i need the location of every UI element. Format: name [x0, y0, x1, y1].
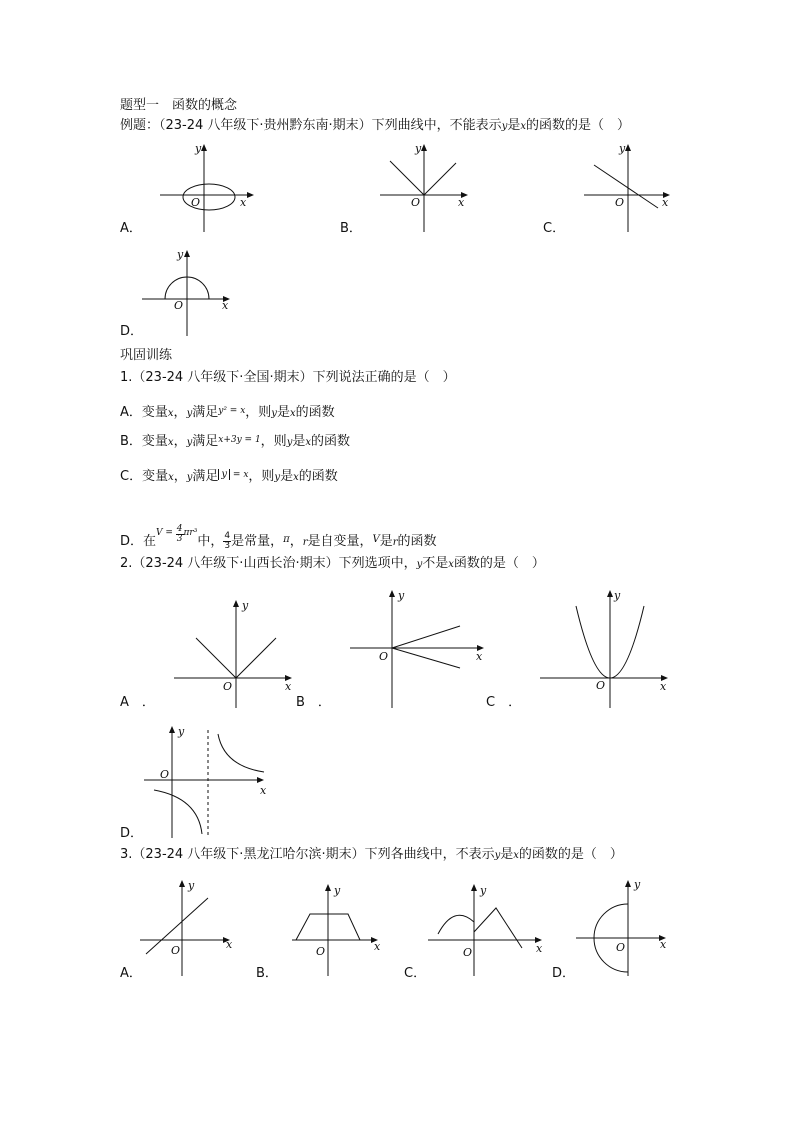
q1-b-var-y2: y: [286, 437, 293, 448]
q3-graph-c: [426, 876, 550, 978]
q2-stem-mid: 不是: [422, 556, 449, 571]
axis-label-x: x: [222, 299, 229, 312]
q1-d-pi: π: [283, 534, 290, 545]
q2-option-a: A ．: [120, 695, 155, 710]
practice-heading: 巩固训练: [120, 348, 173, 363]
q1-b-sep: ，: [173, 434, 187, 449]
example-stem-prefix: 例题：（23-24 八年级下·贵州黔东南·期末）下列曲线中，不能表示: [120, 118, 502, 133]
q2-var-x: x: [448, 559, 454, 570]
example-option-b: B．: [340, 221, 362, 236]
q3-stem-mid: 是: [500, 847, 514, 862]
example-graph-b: [378, 142, 470, 234]
axis-label-origin: O: [379, 650, 389, 663]
axis-label-y: y: [242, 599, 249, 612]
q1-d-after-frac: 是常量，: [231, 534, 284, 549]
q1-b-var-x: x: [167, 437, 174, 448]
example-option-c: C．: [543, 221, 566, 236]
axis-label-origin: O: [596, 679, 606, 692]
axis-label-y: y: [188, 879, 195, 892]
example-graph-c: [582, 142, 678, 234]
q1-a-var-x: x: [167, 408, 174, 419]
axis-label-y: y: [334, 884, 341, 897]
axis-label-x: x: [476, 650, 483, 663]
q1-a-mid: 满足: [192, 405, 219, 420]
q1-d-formula-tail: πr³: [183, 528, 198, 538]
q1-b-var-x2: x: [305, 437, 311, 448]
q3-stem: [120, 847, 623, 864]
axis-label-y: y: [634, 878, 641, 891]
axis-label-y: y: [619, 142, 626, 155]
example-stem-suffix: 的函数的是（ ）: [526, 118, 631, 133]
q1-c-var-x: x: [168, 472, 174, 483]
q2-stem-pre: 2.（23-24 八年级下·山西长治·期末）下列选项中，: [120, 556, 417, 571]
q3-option-a: A．: [120, 966, 142, 981]
q1-a-post1: ，则: [245, 405, 272, 420]
q1-d-pre: D．在: [120, 534, 157, 549]
axis-label-origin: O: [411, 196, 421, 209]
q1-d-var-V: V: [372, 534, 380, 545]
q1-d-formula-lhs: V =: [156, 528, 176, 538]
q1-c-equation-tail: = x: [230, 470, 249, 480]
example-option-a: A．: [120, 221, 142, 236]
q1-d-formula-den: 3: [176, 534, 183, 544]
q1-c-mid: 满足: [192, 469, 219, 484]
axis-label-y: y: [398, 589, 405, 602]
q1-d-formula-num: 4: [176, 524, 183, 534]
axis-label-origin: O: [160, 768, 170, 781]
axis-label-x: x: [660, 938, 667, 951]
axis-label-y: y: [178, 725, 185, 738]
axis-label-origin: O: [615, 196, 625, 209]
q2-stem: [120, 556, 545, 573]
q1-b-post1: ，则: [260, 434, 287, 449]
q2-graph-c: [538, 586, 678, 710]
q1-d-var-r: r: [302, 537, 308, 548]
q1-d-formula-frac: [176, 525, 184, 544]
q2-stem-post: 函数的是（ ）: [453, 556, 545, 571]
q1-a-var-y: y: [186, 408, 193, 419]
q1-d-end: 的函数: [397, 534, 437, 549]
axis-label-y: y: [177, 248, 184, 261]
example-stem-mid: 是: [507, 118, 521, 133]
q3-var-y: y: [494, 850, 501, 861]
q3-option-c: C．: [404, 966, 427, 981]
q1-c-var-y: y: [186, 472, 193, 483]
q1-option-b: [120, 432, 350, 451]
q1-option-c: [120, 467, 338, 486]
axis-label-origin: O: [223, 680, 233, 693]
axis-label-y: y: [195, 142, 202, 155]
q1-c-post1: ，则: [248, 469, 275, 484]
q1-d-after-r: 是自变量，: [307, 534, 373, 549]
axis-label-origin: O: [616, 941, 626, 954]
q1-option-a: [120, 403, 335, 422]
q3-graph-a: [138, 876, 244, 978]
q2-graph-b: [348, 586, 498, 710]
q1-a-var-y2: y: [271, 408, 277, 419]
q2-option-d: D．: [120, 826, 144, 841]
q1-a-post2: 是: [276, 405, 290, 420]
q1-c-var-x2: x: [293, 472, 299, 483]
example-stem: [120, 118, 630, 135]
q1-b-post2: 是: [292, 434, 306, 449]
q1-c-var-y2: y: [274, 472, 281, 483]
q1-c-pre: C．变量: [120, 469, 169, 484]
q3-option-d: D．: [552, 966, 576, 981]
q1-b-equation: x+3y = 1: [218, 435, 261, 445]
example-var-x: x: [520, 121, 526, 132]
axis-label-x: x: [285, 680, 292, 693]
example-option-d: D．: [120, 324, 144, 339]
q1-d-const-num: 4: [224, 531, 231, 541]
q2-option-c: C ．: [486, 695, 522, 710]
axis-label-origin: O: [171, 944, 181, 957]
q1-b-pre: B．变量: [120, 434, 168, 449]
q1-stem: 1.（23-24 八年级下·全国·期末）下列说法正确的是（ ）: [120, 370, 456, 385]
example-var-y: y: [501, 121, 508, 132]
q1-a-var-x2: x: [289, 408, 296, 419]
axis-label-origin: O: [463, 946, 473, 959]
q2-option-b: B ．: [296, 695, 331, 710]
q1-c-abs-y: y: [218, 469, 230, 480]
q1-c-post2: 是: [280, 469, 294, 484]
q3-stem-post: 的函数的是（ ）: [518, 847, 623, 862]
axis-label-x: x: [458, 196, 465, 209]
q1-c-sep: ，: [173, 469, 187, 484]
q1-option-d: [120, 522, 437, 554]
axis-label-x: x: [660, 680, 667, 693]
q1-a-equation: y² = x: [218, 406, 246, 416]
q1-a-sep: ，: [173, 405, 187, 420]
axis-label-x: x: [536, 942, 543, 955]
axis-label-y: y: [415, 142, 422, 155]
axis-label-origin: O: [174, 299, 184, 312]
axis-label-y: y: [614, 589, 621, 602]
q2-graph-a: [172, 596, 302, 710]
q1-d-after-V: 是: [379, 534, 393, 549]
q3-option-b: B．: [256, 966, 278, 981]
q1-b-post3: 的函数: [311, 434, 351, 449]
axis-label-origin: O: [316, 945, 326, 958]
q2-graph-d: [140, 722, 276, 840]
axis-label-x: x: [260, 784, 267, 797]
axis-label-x: x: [662, 196, 669, 209]
axis-label-x: x: [226, 938, 233, 951]
axis-label-origin: O: [191, 196, 201, 209]
q1-d-sep1: ，: [289, 534, 303, 549]
example-graph-d: [140, 246, 240, 338]
axis-label-y: y: [480, 884, 487, 897]
q3-var-x: x: [513, 850, 519, 861]
q1-a-pre: A．变量: [120, 405, 168, 420]
q3-stem-pre: 3.（23-24 八年级下·黑龙江哈尔滨·期末）下列各曲线中，不表示: [120, 847, 495, 862]
q2-var-y: y: [416, 559, 423, 570]
q1-d-var-r2: r: [392, 537, 398, 548]
q1-a-post3: 的函数: [295, 405, 335, 420]
axis-label-x: x: [374, 940, 381, 953]
section-title: 题型一 函数的概念: [120, 98, 238, 113]
q1-c-post3: 的函数: [298, 469, 338, 484]
example-graph-a: [158, 142, 258, 234]
q1-b-mid: 满足: [192, 434, 219, 449]
q3-graph-d: [574, 876, 678, 978]
axis-label-x: x: [240, 196, 247, 209]
q1-d-const-frac: [223, 532, 231, 551]
q1-b-var-y: y: [186, 437, 193, 448]
q1-d-const-den: 3: [224, 541, 231, 551]
q1-d-mid: 中，: [197, 534, 224, 549]
q3-graph-b: [290, 876, 390, 978]
